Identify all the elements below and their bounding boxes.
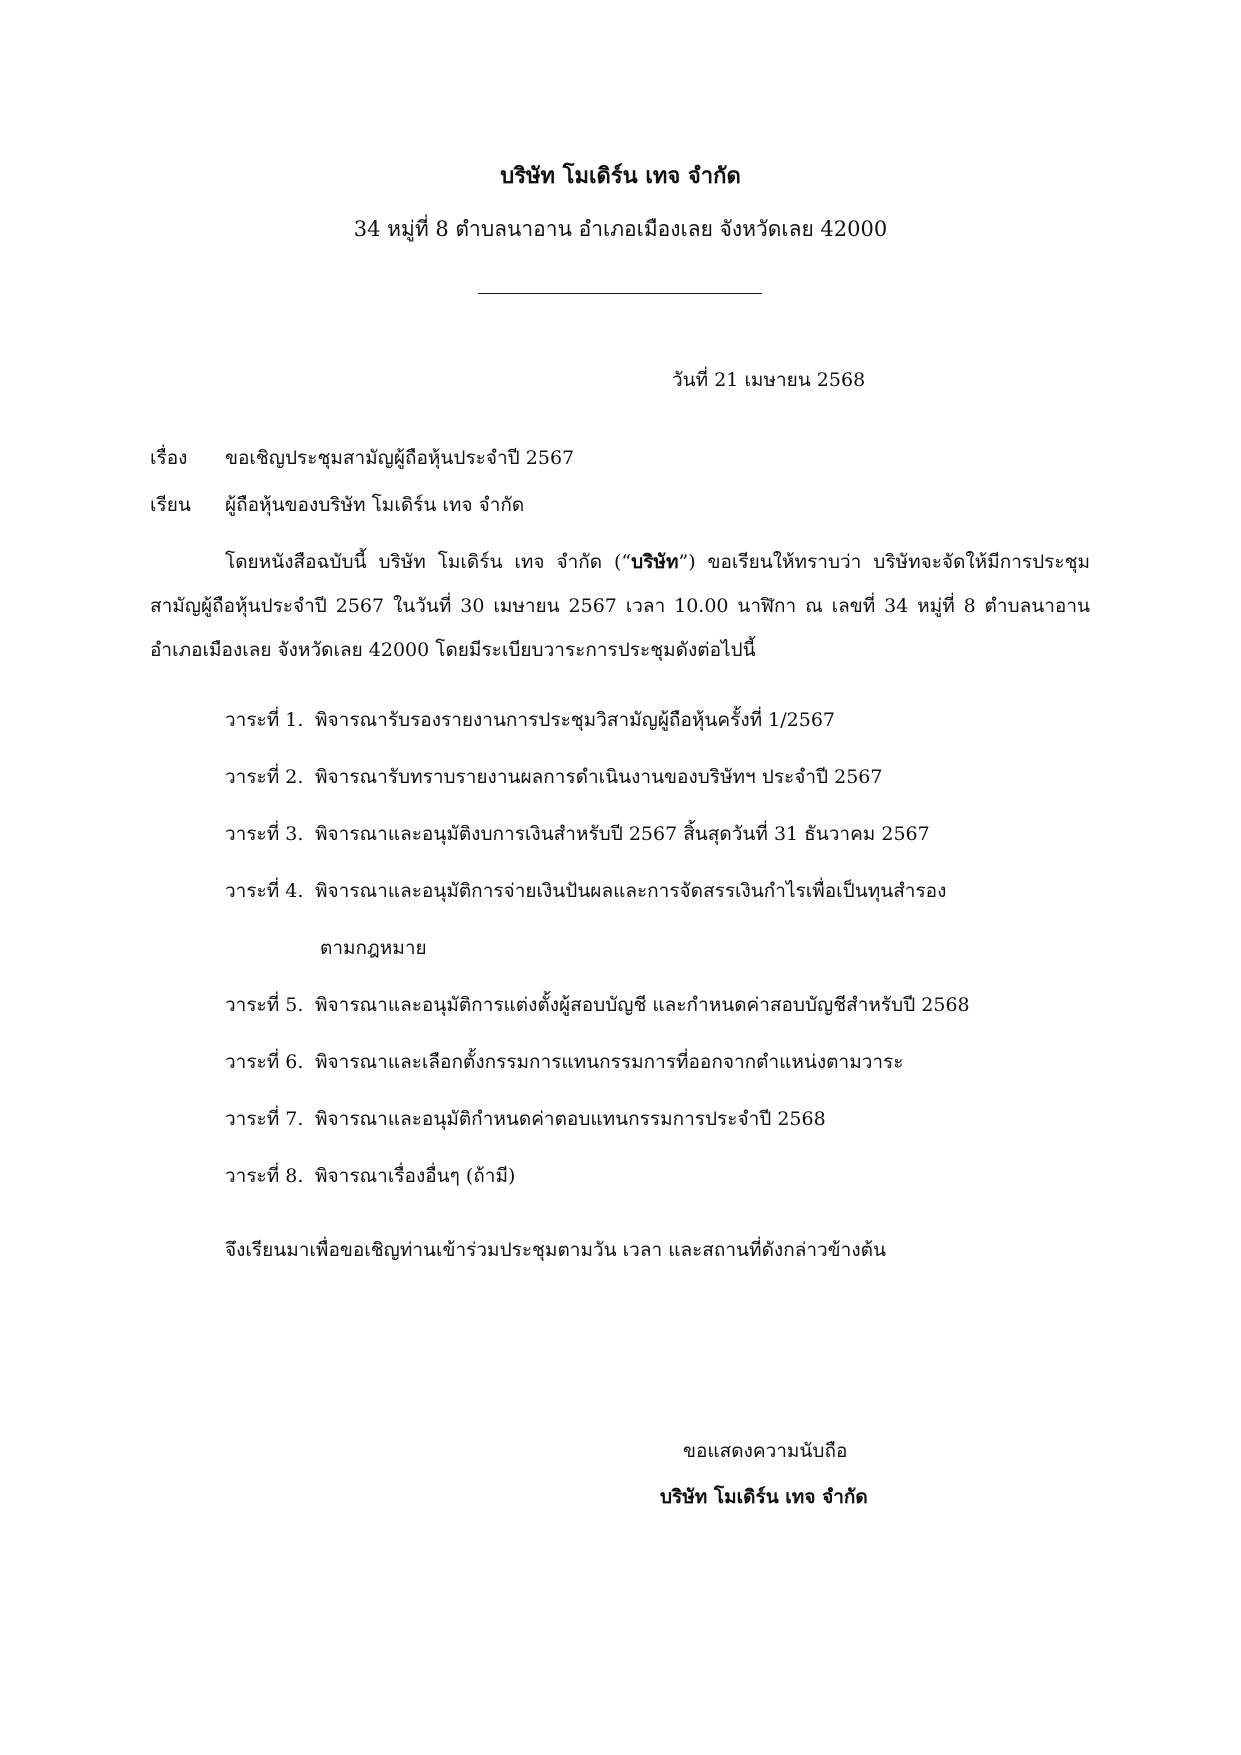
- body-bold-term: บริษัท: [631, 551, 679, 573]
- agenda-number: วาระที่ 6.: [225, 1051, 304, 1073]
- agenda-item-7: [225, 1104, 826, 1134]
- signature-regards: ขอแสดงความนับถือ: [683, 1440, 848, 1462]
- company-name: บริษัท โมเดิร์น เทจ จำกัด: [500, 163, 741, 189]
- agenda-item-2: [225, 762, 883, 792]
- agenda-item-5: [225, 990, 970, 1020]
- agenda-number: วาระที่ 4.: [225, 880, 304, 902]
- agenda-text: พิจารณาและอนุมัติการจ่ายเงินปันผลและการจัดสรรเงินกำไรเพื่อเป็นทุนสำรอง: [315, 880, 947, 902]
- company-address: 34 หมู่ที่ 8 ตำบลนาอาน อำเภอเมืองเลย จังหวัดเลย 42000: [353, 217, 888, 241]
- agenda-number: วาระที่ 2.: [225, 766, 304, 788]
- agenda-number: วาระที่ 5.: [225, 994, 304, 1016]
- signature-company: บริษัท โมเดิร์น เทจ จำกัด: [660, 1486, 868, 1508]
- agenda-text: พิจารณาและเลือกตั้งกรรมการแทนกรรมการที่ออกจากตำแหน่งตามวาระ: [315, 1051, 904, 1073]
- agenda-number: วาระที่ 1.: [225, 709, 304, 731]
- agenda-item-8: [225, 1161, 515, 1191]
- agenda-number: วาระที่ 8.: [225, 1165, 304, 1187]
- letter-date: วันที่ 21 เมษายน 2568: [672, 369, 866, 391]
- agenda-item-6: [225, 1047, 903, 1077]
- agenda-text: พิจารณารับรองรายงานการประชุมวิสามัญผู้ถือหุ้นครั้งที่ 1/2567: [315, 709, 836, 731]
- agenda-text: พิจารณารับทราบรายงานผลการดำเนินงานของบริษัทฯ ประจำปี 2567: [315, 766, 883, 788]
- agenda-text: พิจารณาและอนุมัติงบการเงินสำหรับปี 2567 สิ้นสุดวันที่ 31 ธันวาคม 2567: [315, 823, 930, 845]
- agenda-item-3: [225, 819, 930, 849]
- agenda-text: พิจารณาและอนุมัติการแต่งตั้งผู้สอบบัญชี และกำหนดค่าสอบบัญชีสำหรับปี 2568: [315, 994, 970, 1016]
- agenda-number: วาระที่ 3.: [225, 823, 304, 845]
- agenda-item-4-continuation: ตามกฎหมาย: [320, 937, 427, 959]
- agenda-number: วาระที่ 7.: [225, 1108, 304, 1130]
- agenda-item-4: [225, 876, 946, 906]
- recipient-label: เรียน: [150, 494, 191, 516]
- subject-text: ขอเชิญประชุมสามัญผู้ถือหุ้นประจำปี 2567: [225, 447, 575, 469]
- subject-label: เรื่อง: [150, 447, 188, 469]
- body-part2: ”) ขอเรียนให้ทราบว่า บริษัทจะจัดให้มีการประชุมสามัญผู้ถือหุ้นประจำปี 2567 ในวันที่ 30 เมษายน 2567 เวลา 10.00 นาฬิกา ณ เลขที่ 34 หมู่ที่ 8 ตำบลนาอาน อำเภอเมืองเลย จังหวัดเลย 42000 โดยมีระเบียบวาระการประชุมดังต่อไปนี้: [150, 551, 1090, 661]
- body-part1: โดยหนังสือฉบับนี้ บริษัท โมเดิร์น เทจ จำกัด (“: [225, 551, 632, 573]
- header-divider: [478, 293, 762, 294]
- recipient-text: ผู้ถือหุ้นของบริษัท โมเดิร์น เทจ จำกัด: [225, 494, 525, 516]
- closing-sentence: จึงเรียนมาเพื่อขอเชิญท่านเข้าร่วมประชุมตามวัน เวลา และสถานที่ดังกล่าวข้างต้น: [225, 1239, 886, 1261]
- agenda-text: พิจารณาและอนุมัติกำหนดค่าตอบแทนกรรมการประจำปี 2568: [315, 1108, 826, 1130]
- recipient-line: [150, 490, 524, 520]
- agenda-item-1: [225, 705, 835, 735]
- agenda-text: พิจารณาเรื่องอื่นๆ (ถ้ามี): [315, 1165, 516, 1187]
- subject-line: [150, 443, 574, 473]
- body-paragraph: [150, 540, 1090, 672]
